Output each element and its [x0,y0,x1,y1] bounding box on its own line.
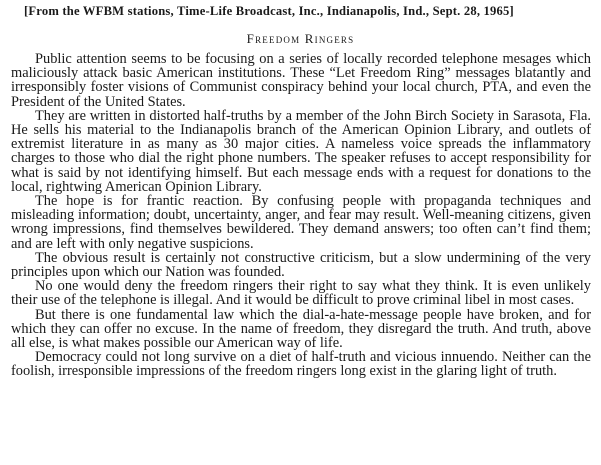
source-citation: [From the WFBM stations, Time-Life Broadcast, Inc., Indianapolis, Ind., Sept. 28, 1965] [24,4,514,18]
paragraph-7: Democracy could not long survive on a diet of half-truth and vicious innuendo. Neither can the foolish, irresponsible impressions of the freedom ringers long exist in the glaring light of truth. [11,349,591,380]
paragraph-5: No one would deny the freedom ringers their right to say what they think. It is even unlikely their use of the telephone is illegal. And it would be difficult to prove criminal libel in most cases. [11,278,591,309]
paragraph-1: Public attention seems to be focusing on a series of locally recorded telephone mesages which maliciously attack basic American institutions. These “Let Freedom Ring” messages blatantly and irresponsibly foster visions of Communist conspiracy behind your local church, PTA, and even the President of the United States. [11,51,591,110]
article-title: Freedom Ringers [246,31,355,46]
paragraph-3: The hope is for frantic reaction. By confusing people with propaganda techniques and misleading information; doubt, uncertainty, anger, and fear may result. Well-meaning citizens, given wrong impressions, find themselves bewildered. They demand answers; too often can’t find them; and are left with only negative suspicions. [11,193,591,252]
paragraph-6: But there is one fundamental law which the dial-a-hate-message people have broken, and for which they can offer no excuse. In the name of freedom, they disregard the truth. And truth, above all else, is what makes possible our American way of life. [11,306,591,352]
paragraph-4: The obvious result is certainly not constructive criticism, but a slow undermining of the very principles upon which our Nation was founded. [11,249,591,281]
paragraph-2: They are written in distorted half-truths by a member of the John Birch Society in Sarasota, Fla. He sells his material to the Indianapolis branch of the American Opinion Library, and outlets of extremist literature in as many as 30 major cities. A nameless voice spreads the inflammatory charges to those who dial the right phone numbers. The speaker refuses to accept responsibility for what is said by not identifying himself. But each message ends with a request for donations to the local, rightwing American Opinion Library. [11,107,591,195]
article-body [11,52,591,379]
